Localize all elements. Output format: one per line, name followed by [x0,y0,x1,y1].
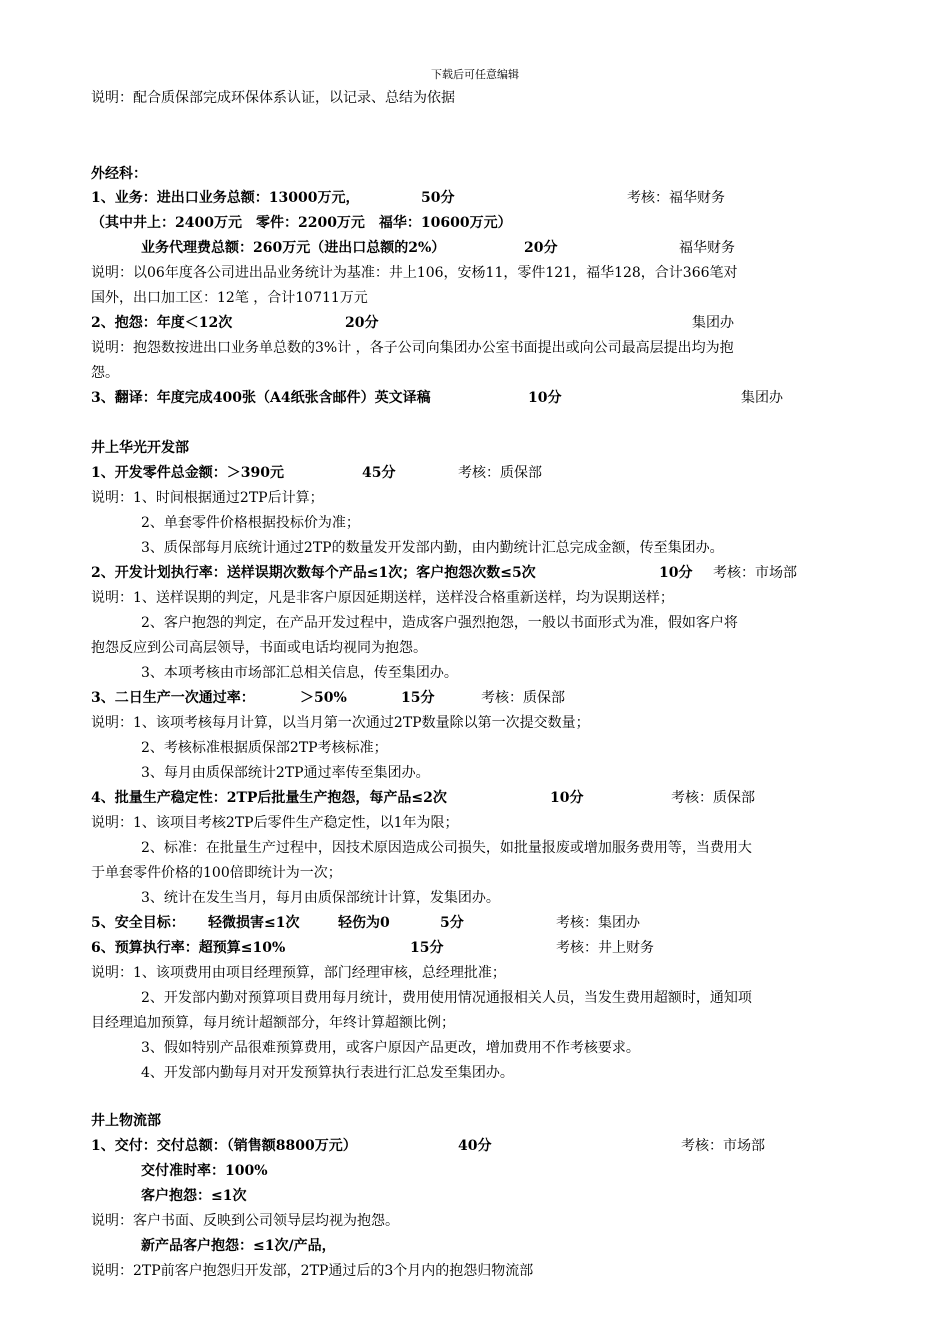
item-assessor: 考核：集团办 [556,915,640,931]
item-assessor: 考核：质保部 [671,790,755,806]
item-score: 45分 [362,465,396,481]
item-text: 1、业务：进出口业务总额：13000万元， [91,190,360,206]
item-line [91,389,891,412]
item-text: 4、批量生产稳定性：2TP后批量生产抱怨，每产品≤2次 [91,790,447,806]
item-line [91,314,891,337]
item-text: 1、开发零件总金额：＞390元 [91,465,284,481]
note-line: 目经理追加预算，每月统计超额部分，年终计算超额比例； [91,1015,455,1031]
note-line: 说明：以06年度各公司进出品业务统计为基准：井上106，安杨11，零件121，福华128，合计366笔对 [91,265,738,281]
note-line: 说明：配合质保部完成环保体系认证，以记录、总结为依据 [91,90,455,106]
item-line [91,789,891,812]
note-line: 3、统计在发生当月，每月由质保部统计计算，发集团办。 [141,890,500,906]
item-line [141,239,941,262]
item-text: 1、交付：交付总额：（销售额8800万元） [91,1138,357,1154]
note-line: 说明：1、送样误期的判定，凡是非客户原因延期送样，送样没合格重新送样，均为误期送样； [91,590,674,606]
item-line [91,939,891,962]
item-score: 10分 [550,790,584,806]
note-line: 说明：1、该项费用由项目经理预算，部门经理审核，总经理批准； [91,965,506,981]
item-score: 40分 [458,1138,492,1154]
section-title: 井上物流部 [91,1113,161,1129]
note-line: 说明：客户书面、反映到公司领导层均视为抱怨。 [91,1213,399,1229]
item-assessor: 集团办 [741,390,783,406]
note-line: 3、质保部每月底统计通过2TP的数量发开发部内勤，由内勤统计汇总完成金额，传至集团办。 [141,540,724,556]
item-score: 15分 [410,940,444,956]
note-line: 说明：1、时间根据通过2TP后计算； [91,490,324,506]
item-line: 交付准时率：100% [141,1163,268,1179]
note-line: 说明：2TP前客户抱怨归开发部，2TP通过后的3个月内的抱怨归物流部 [91,1263,534,1279]
item-assessor: 福华财务 [679,240,735,256]
note-line: 怨。 [91,365,119,381]
item-text: 业务代理费总额：260万元（进出口总额的2%） [141,240,446,256]
item-text: 2、抱怨：年度＜12次 [91,315,233,331]
note-line: 3、每月由质保部统计2TP通过率传至集团办。 [141,765,430,781]
item-text: 3、二日生产一次通过率： [91,690,255,706]
item-text: 3、翻译：年度完成400张（A4纸张含邮件）英文译稿 [91,390,431,406]
note-line: 2、标准：在批量生产过程中，因技术原因造成公司损失，如批量报废或增加服务费用等，当费用大 [141,840,752,856]
item-score: 10分 [659,565,693,581]
item-line [91,914,891,937]
item-assessor: 考核：市场部 [713,565,797,581]
note-line: 2、客户抱怨的判定，在产品开发过程中，造成客户强烈抱怨，一般以书面形式为准，假如客户将 [141,615,738,631]
item-assessor: 考核：质保部 [458,465,542,481]
item-line: 客户抱怨：≤1次 [141,1188,247,1204]
item-assessor: 考核：井上财务 [556,940,654,956]
item-text: 2、开发计划执行率：送样误期次数每个产品≤1次；客户抱怨次数≤5次 [91,565,536,581]
item-line: 新产品客户抱怨：≤1次/产品， [141,1238,336,1254]
note-line: 3、本项考核由市场部汇总相关信息，传至集团办。 [141,665,458,681]
item-text: 5、安全目标： [91,915,185,931]
note-line: 2、开发部内勤对预算项目费用每月统计，费用使用情况通报相关人员，当发生费用超额时，通知项 [141,990,752,1006]
item-score: 20分 [524,240,558,256]
note-line: 3、假如特别产品很难预算费用，或客户原因产品更改，增加费用不作考核要求。 [141,1040,640,1056]
note-line: 国外，出口加工区：12笔 ，合计10711万元 [91,290,368,306]
section-title: 井上华光开发部 [91,440,189,456]
section-title: 外经科： [91,166,147,182]
item-line [91,689,891,712]
item-score: 50分 [421,190,455,206]
note-line: 4、开发部内勤每月对开发预算执行表进行汇总发至集团办。 [141,1065,514,1081]
item-line [91,189,891,212]
item-value: 轻微损害≤1次 [208,915,300,931]
item-score: 5分 [440,915,464,931]
note-line: 2、考核标准根据质保部2TP考核标准； [141,740,388,756]
item-assessor: 考核：福华财务 [627,190,725,206]
note-line: 说明：抱怨数按进出口业务单总数的3%计 ，各子公司向集团办公室书面提出或向公司最高层提出均为抱 [91,340,734,356]
page-header: 下载后可任意编辑 [431,68,519,81]
item-line [91,564,891,587]
item-score: 15分 [401,690,435,706]
item-assessor: 考核：市场部 [681,1138,765,1154]
note-line: 说明：1、该项目考核2TP后零件生产稳定性，以1年为限； [91,815,459,831]
item-line [91,1137,891,1160]
item-value: ＞50% [300,690,347,706]
note-line: 说明：1、该项考核每月计算，以当月第一次通过2TP数量除以第一次提交数量； [91,715,590,731]
item-line: （其中井上：2400万元 零件：2200万元 福华：10600万元） [91,215,512,231]
item-assessor: 考核：质保部 [481,690,565,706]
item-line [91,464,891,487]
item-score: 20分 [345,315,379,331]
item-text: 6、预算执行率：超预算≤10% [91,940,286,956]
item-value: 轻伤为0 [338,915,390,931]
note-line: 于单套零件价格的100倍即统计为一次； [91,865,342,881]
item-assessor: 集团办 [692,315,734,331]
item-score: 10分 [528,390,562,406]
note-line: 2、单套零件价格根据投标价为准； [141,515,360,531]
note-line: 抱怨反应到公司高层领导，书面或电话均视同为抱怨。 [91,640,427,656]
